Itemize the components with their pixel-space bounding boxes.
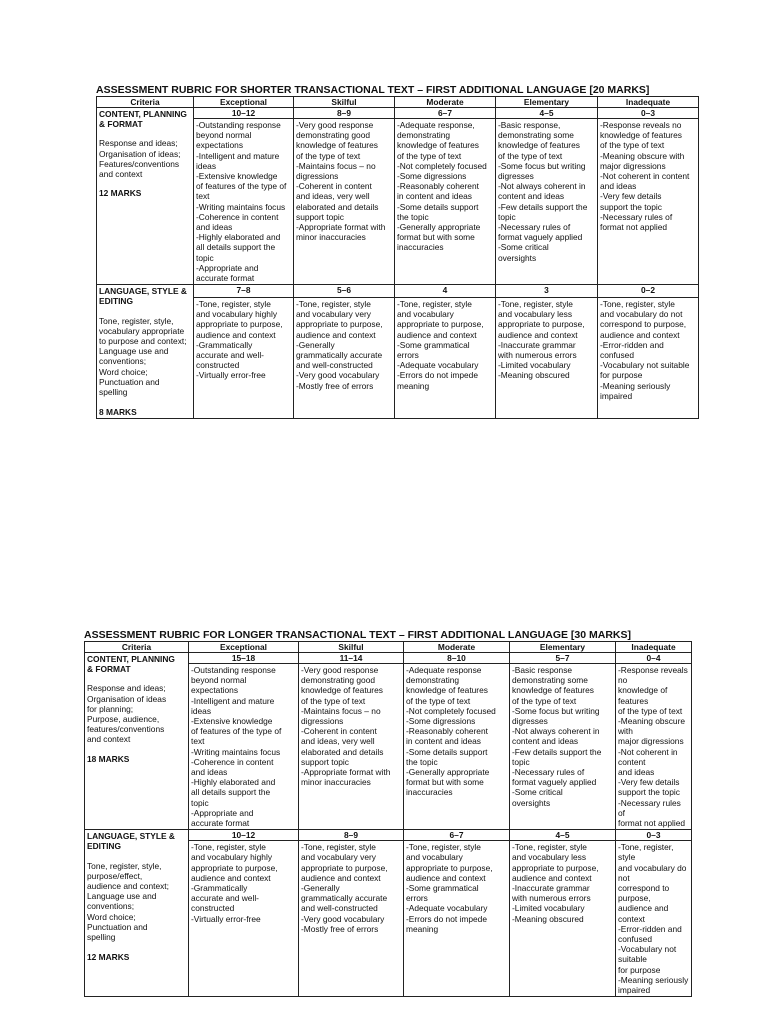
criteria-title: LANGUAGE, STYLE & EDITING	[87, 831, 175, 852]
band-elementary: 4–5	[496, 108, 598, 119]
rubric-table	[96, 96, 699, 419]
header-elementary: Elementary	[496, 97, 598, 108]
criteria-title: LANGUAGE, STYLE & EDITING	[99, 286, 187, 307]
content-band-row	[97, 108, 699, 119]
language-band-row	[85, 830, 692, 841]
criteria-content-cell	[97, 108, 194, 285]
header-exceptional: Exceptional	[189, 642, 299, 653]
criteria-marks: 18 MARKS	[87, 753, 130, 764]
shorter-text-rubric	[96, 84, 698, 419]
descriptor-moderate: -Tone, register, style and vocabulary appropriate to purpose, audience and context -Some grammatical errors -Adequate vocabulary -Errors do not impede meaning	[395, 297, 496, 419]
descriptor-exceptional: -Outstanding response beyond normal expectations -Intelligent and mature ideas -Extensive knowledge of features of the type of text -Writing maintains focus -Coherence in content and ideas -Highly elaborated and all details support the topic -Appropriate and accurate format	[194, 119, 294, 285]
header-inadequate: Inadequate	[616, 642, 692, 653]
band-inadequate: 0–3	[598, 108, 699, 119]
criteria-description: Tone, register, style, vocabulary appropriate to purpose and context; Language use and conventions; Word choice; Punctuation and spelling	[99, 315, 187, 398]
header-criteria: Criteria	[85, 642, 189, 653]
descriptor-elementary: -Basic response demonstrating some knowledge of features of the type of text -Some focus but writing digresses -Not always coherent in content and ideas -Few details support the topic -Necessary rules of format vaguely applied -Some critical oversights	[510, 664, 616, 830]
criteria-marks: 8 MARKS	[99, 407, 137, 418]
criteria-description: Response and ideas; Organisation of ideas; Features/conventions and context	[99, 138, 181, 180]
descriptor-moderate: -Tone, register, style and vocabulary appropriate to purpose, audience and context -Some grammatical errors -Adequate vocabulary -Errors do not impede meaning	[404, 841, 510, 997]
band-skilful: 11–14	[299, 653, 404, 664]
band-inadequate: 0–2	[598, 285, 699, 298]
criteria-marks: 12 MARKS	[87, 952, 130, 963]
descriptor-skilful: -Very good response demonstrating good knowledge of features of the type of text -Maintains focus – no digressions -Coherent in content and ideas, very well elaborated and details support topic -Appropriate format with minor inaccuracies	[294, 119, 395, 285]
header-row	[97, 97, 699, 108]
band-inadequate: 0–4	[616, 653, 692, 664]
descriptor-skilful: -Tone, register, style and vocabulary very appropriate to purpose, audience and context -Generally grammatically accurate and well-constructed -Very good vocabulary -Mostly free of errors	[299, 841, 404, 997]
band-exceptional: 7–8	[194, 285, 294, 298]
rubric-table	[84, 641, 692, 997]
header-row	[85, 642, 692, 653]
band-skilful: 8–9	[299, 830, 404, 841]
header-skilful: Skilful	[299, 642, 404, 653]
descriptor-moderate: -Adequate response demonstrating knowledge of features of the type of text -Not completely focused -Some digressions -Reasonably coherent in content and ideas -Some details support the topic -Generally appropriate format but with some inaccuracies	[404, 664, 510, 830]
header-criteria: Criteria	[97, 97, 194, 108]
criteria-description: Response and ideas; Organisation of ideas for planning; Purpose, audience, features/conventions and context	[87, 683, 167, 745]
descriptor-inadequate: -Response reveals no knowledge of features of the type of text -Meaning obscure with major digressions -Not coherent in content and ideas -Very few details support the topic -Necessary rules of format not applied	[598, 119, 699, 285]
criteria-title: CONTENT, PLANNING & FORMAT	[99, 109, 187, 130]
descriptor-exceptional: -Outstanding response beyond normal expectations -Intelligent and mature ideas -Extensive knowledge of features of the type of text -Writing maintains focus -Coherence in content and ideas -Highly elaborated and all details support the topic -Appropriate and accurate format	[189, 664, 299, 830]
descriptor-elementary: -Tone, register, style and vocabulary less appropriate to purpose, audience and context -Inaccurate grammar with numerous errors -Limited vocabulary -Meaning obscured	[496, 297, 598, 419]
criteria-title: CONTENT, PLANNING & FORMAT	[87, 654, 175, 675]
criteria-description: Tone, register, style, purpose/effect, audience and context; Language use and conventions; Word choice; Punctuation and spelling	[87, 860, 169, 943]
band-moderate: 4	[395, 285, 496, 298]
band-exceptional: 10–12	[194, 108, 294, 119]
descriptor-exceptional: -Tone, register, style and vocabulary highly appropriate to purpose, audience and context -Grammatically accurate and well- constructed -Virtually error-free	[194, 297, 294, 419]
descriptor-elementary: -Tone, register, style and vocabulary less appropriate to purpose, audience and context -Inaccurate grammar with numerous errors -Limited vocabulary -Meaning obscured	[510, 841, 616, 997]
band-exceptional: 10–12	[189, 830, 299, 841]
header-moderate: Moderate	[395, 97, 496, 108]
band-moderate: 6–7	[404, 830, 510, 841]
header-skilful: Skilful	[294, 97, 395, 108]
band-moderate: 6–7	[395, 108, 496, 119]
band-skilful: 8–9	[294, 108, 395, 119]
band-elementary: 3	[496, 285, 598, 298]
header-inadequate: Inadequate	[598, 97, 699, 108]
descriptor-skilful: -Tone, register, style and vocabulary very appropriate to purpose, audience and context -Generally grammatically accurate and well-constructed -Very good vocabulary -Mostly free of errors	[294, 297, 395, 419]
band-elementary: 4–5	[510, 830, 616, 841]
descriptor-inadequate: -Tone, register, style and vocabulary do not correspond to purpose, audience and context -Error-ridden and confused -Vocabulary not suitable for purpose -Meaning seriously impaired	[598, 297, 699, 419]
descriptor-elementary: -Basic response, demonstrating some knowledge of features of the type of text -Some focus but writing digresses -Not always coherent in content and ideas -Few details support the topic -Necessary rules of format vaguely applied -Some critical oversights	[496, 119, 598, 285]
rubric-title: ASSESSMENT RUBRIC FOR LONGER TRANSACTIONAL TEXT – FIRST ADDITIONAL LANGUAGE [30 MARKS]	[84, 629, 631, 641]
language-band-row	[97, 285, 699, 298]
rubric-title: ASSESSMENT RUBRIC FOR SHORTER TRANSACTIONAL TEXT – FIRST ADDITIONAL LANGUAGE [20 MARKS]	[96, 84, 650, 96]
descriptor-moderate: -Adequate response, demonstrating knowledge of features of the type of text -Not completely focused -Some digressions -Reasonably coherent in content and ideas -Some details support the topic -Generally appropriate format but with some inaccuracies	[395, 119, 496, 285]
band-elementary: 5–7	[510, 653, 616, 664]
criteria-language-cell	[97, 285, 194, 419]
descriptor-inadequate: -Tone, register, style and vocabulary do not correspond to purpose, audience and context -Error-ridden and confused -Vocabulary not suitable for purpose -Meaning seriously impaired	[616, 841, 692, 997]
band-moderate: 8–10	[404, 653, 510, 664]
criteria-marks: 12 MARKS	[99, 188, 142, 199]
descriptor-exceptional: -Tone, register, style and vocabulary highly appropriate to purpose, audience and context -Grammatically accurate and well- constructed -Virtually error-free	[189, 841, 299, 997]
criteria-content-cell	[85, 653, 189, 830]
header-exceptional: Exceptional	[194, 97, 294, 108]
content-band-row	[85, 653, 692, 664]
header-elementary: Elementary	[510, 642, 616, 653]
header-moderate: Moderate	[404, 642, 510, 653]
band-inadequate: 0–3	[616, 830, 692, 841]
longer-text-rubric	[84, 629, 691, 997]
band-exceptional: 15–18	[189, 653, 299, 664]
band-skilful: 5–6	[294, 285, 395, 298]
descriptor-inadequate: -Response reveals no knowledge of features of the type of text -Meaning obscure with major digressions -Not coherent in content and ideas -Very few details support the topic -Necessary rules of format not applied	[616, 664, 692, 830]
descriptor-skilful: -Very good response demonstrating good knowledge of features of the type of text -Maintains focus – no digressions -Coherent in content and ideas, very well elaborated and details support topic -Appropriate format with minor inaccuracies	[299, 664, 404, 830]
criteria-language-cell	[85, 830, 189, 997]
